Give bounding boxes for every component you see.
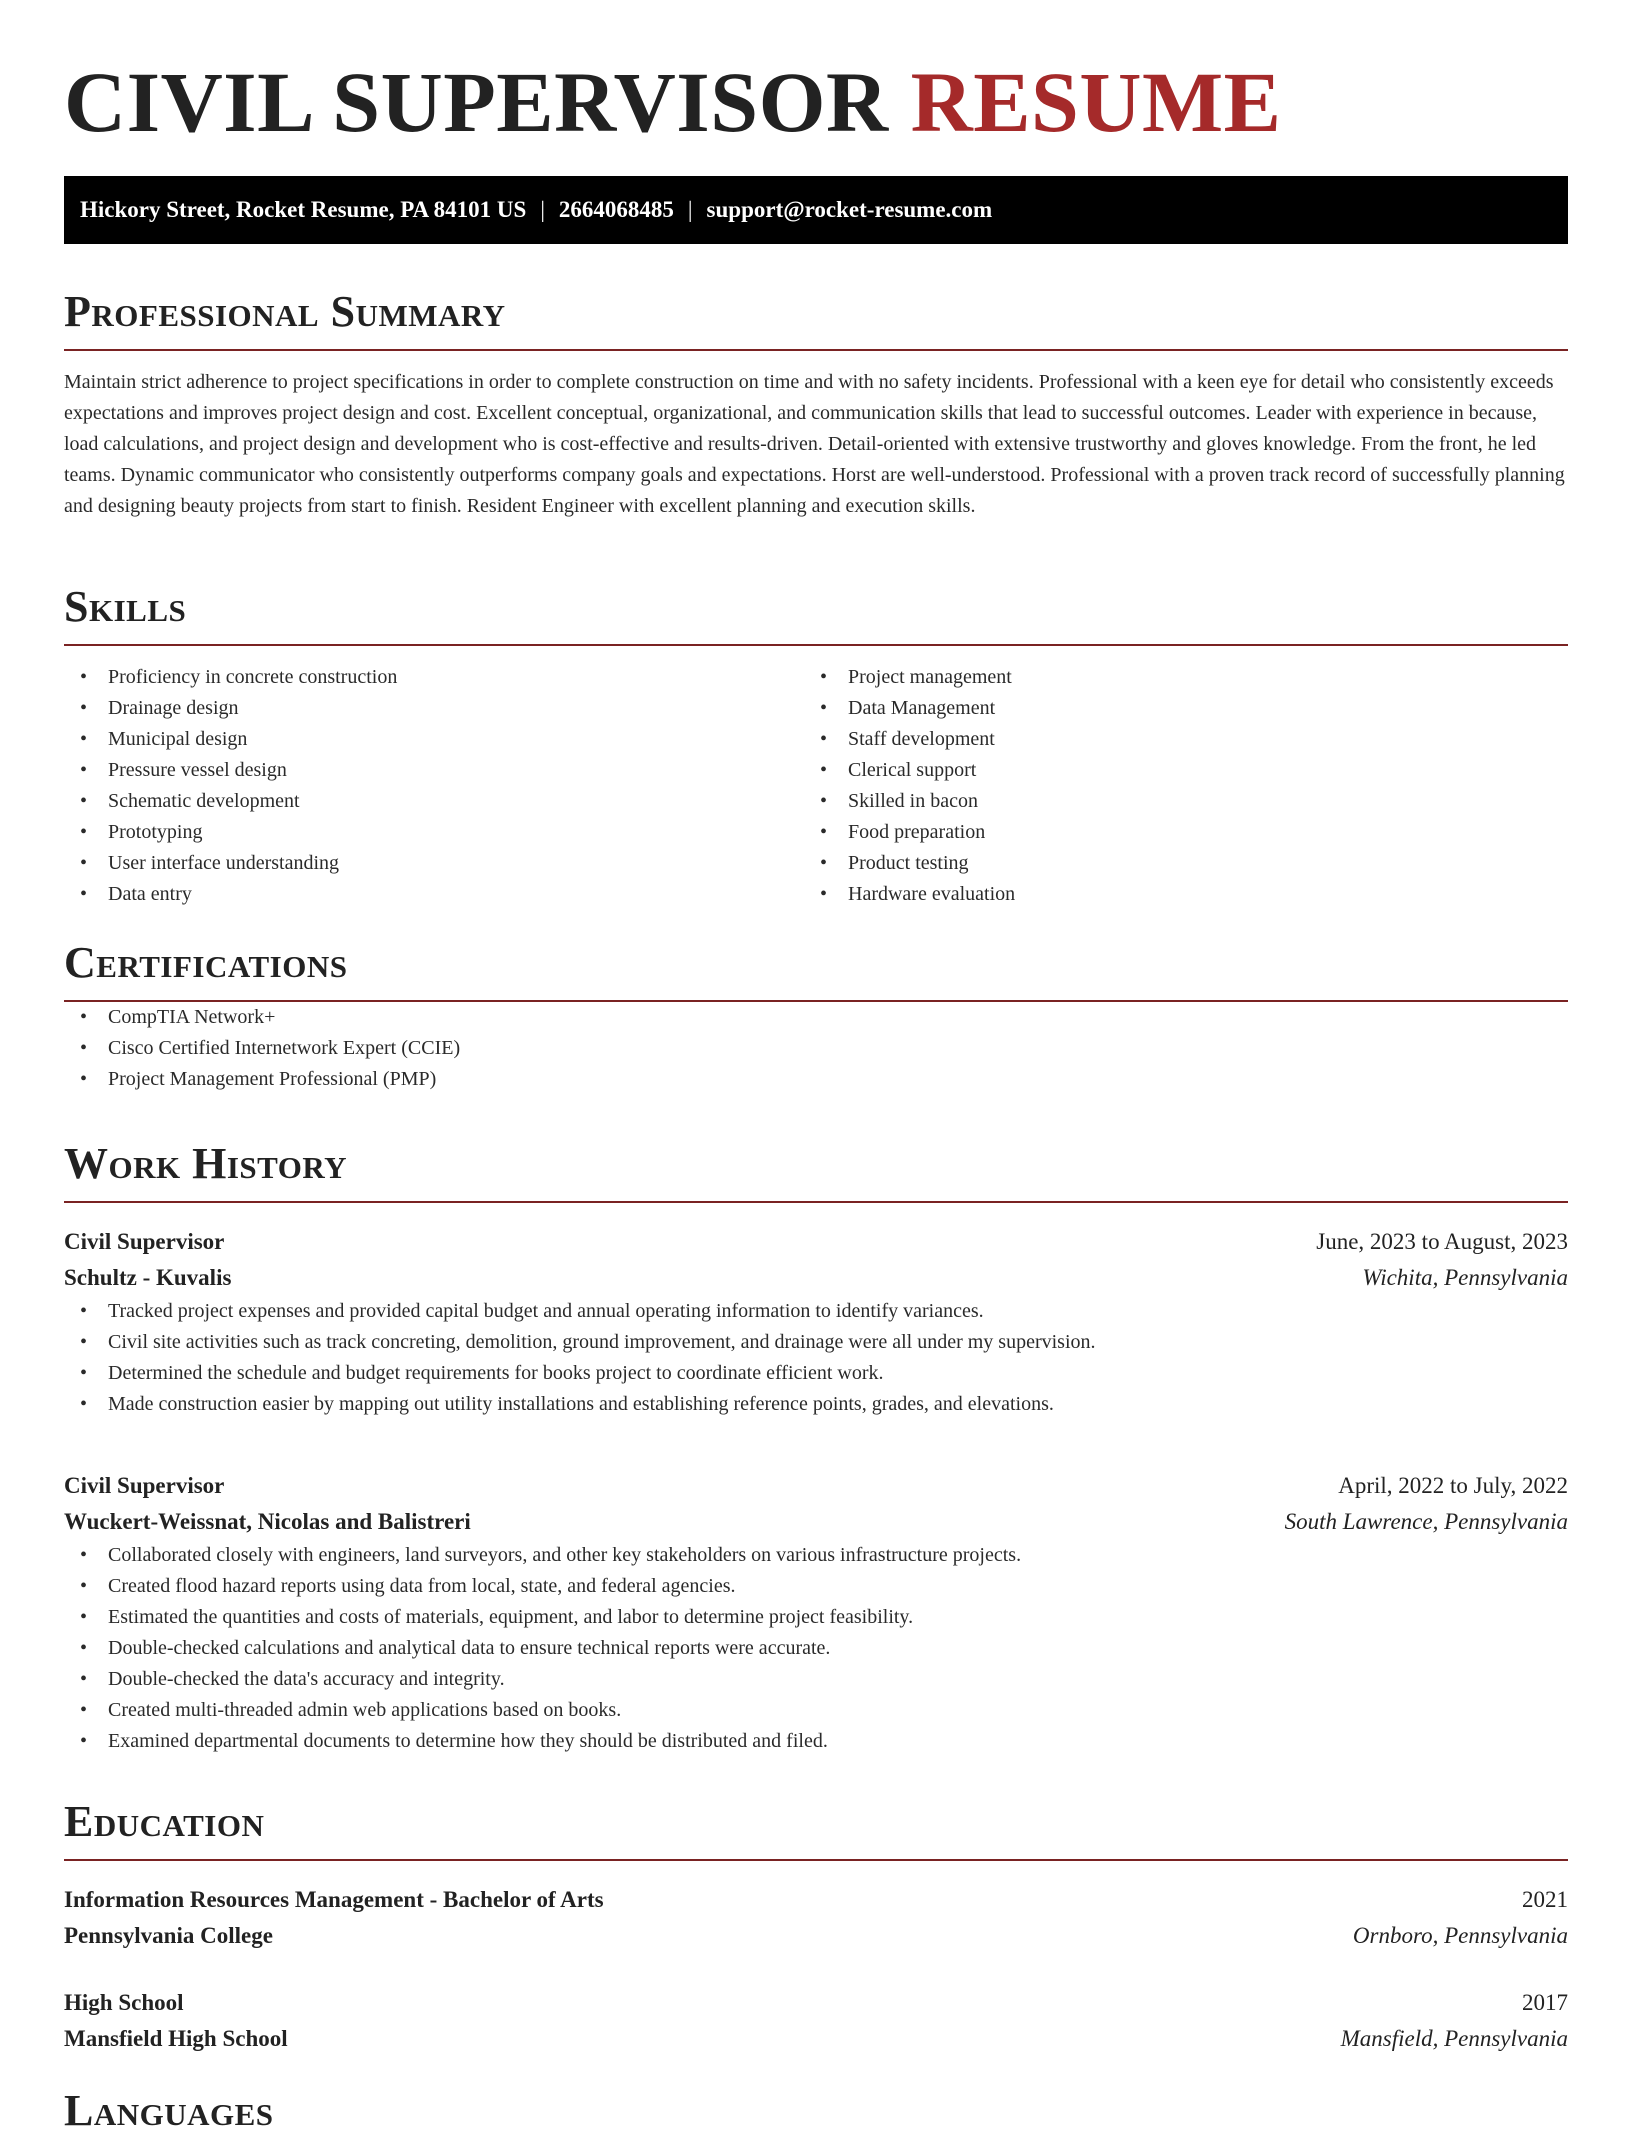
contact-separator: | [540, 197, 545, 222]
education-header-row [64, 1882, 1568, 1918]
education-entry [64, 1985, 1568, 2057]
contact-separator: | [687, 197, 693, 222]
job-bullet: • Created flood hazard reports using data from local, state, and federal agencies. [64, 1571, 1568, 1602]
job-entry [64, 1468, 1568, 1757]
certifications-section [64, 936, 1568, 1095]
job-bullet: • Created multi-threaded admin web applications based on books. [64, 1695, 1568, 1726]
section-divider [64, 349, 1568, 351]
job-company: Schultz - Kuvalis [64, 1265, 232, 1290]
education-school: Mansfield High School [64, 2026, 288, 2051]
education-degree: Information Resources Management - Bachelor of Arts [64, 1887, 604, 1912]
section-heading-summary: Professional Summary [64, 287, 506, 336]
job-bullet: • Determined the schedule and budget requirements for books project to coordinate efficient work. [64, 1358, 1568, 1389]
section-heading-work: Work History [64, 1139, 348, 1188]
job-header-row [64, 1224, 1568, 1260]
section-divider [64, 1859, 1568, 1861]
job-company: Wuckert-Weissnat, Nicolas and Balistreri [64, 1509, 471, 1534]
job-subheader-row [64, 1260, 1568, 1296]
job-dates: June, 2023 to August, 2023 [1316, 1229, 1568, 1254]
title-accent: RESUME [910, 54, 1282, 150]
skill-item: • Product testing [804, 848, 1544, 879]
skill-item: • Pressure vessel design [64, 755, 804, 786]
skill-item: • User interface understanding [64, 848, 804, 879]
resume-page [64, 0, 1568, 2135]
section-heading-skills: Skills [64, 582, 187, 631]
education-year: 2017 [1522, 1990, 1568, 2015]
summary-section [64, 285, 1568, 522]
job-subheader-row [64, 1504, 1568, 1540]
skill-item: • Municipal design [64, 724, 804, 755]
skills-list-right [804, 662, 1544, 910]
job-bullet: • Estimated the quantities and costs of materials, equipment, and labor to determine project feasibility. [64, 1602, 1568, 1633]
skill-item: • Project management [804, 662, 1544, 693]
skills-grid [64, 662, 1568, 910]
skill-item: • Drainage design [64, 693, 804, 724]
job-bullet-list [64, 1540, 1568, 1757]
skill-item: • Hardware evaluation [804, 879, 1544, 910]
summary-text: Maintain strict adherence to project specifications in order to complete construction on time and with no safety incidents. Professional with a keen eye for detail who consistently exceeds expectations and improves project design and cost. Excellent conceptual, organizational, and communication skills that lead to successful outcomes. Leader with experience in because, load calculations, and project design and development who is cost-effective and results-driven. Detail-oriented with extensive trustworthy and gloves knowledge. From the front, he led teams. Dynamic communicator who consistently outperforms company goals and expectations. Horst are well-understood. Professional with a proven track record of successfully planning and designing beauty projects from start to finish. Resident Engineer with excellent planning and execution skills. [64, 371, 1565, 517]
job-bullet: • Tracked project expenses and provided capital budget and annual operating information to identify variances. [64, 1296, 1568, 1327]
work-section [64, 1137, 1568, 1203]
contact-email: support@rocket-resume.com [706, 197, 993, 222]
job-dates: April, 2022 to July, 2022 [1338, 1473, 1568, 1498]
title-main: CIVIL SUPERVISOR [64, 54, 889, 150]
education-subheader-row [64, 2021, 1568, 2057]
section-heading-education: Education [64, 1797, 265, 1846]
contact-bar [64, 176, 1568, 244]
skill-item: • Food preparation [804, 817, 1544, 848]
skill-item: • Schematic development [64, 786, 804, 817]
section-heading-certifications: Certifications [64, 938, 348, 987]
education-entry [64, 1882, 1568, 1954]
skill-item: • Data Management [804, 693, 1544, 724]
skill-item: • Data entry [64, 879, 804, 910]
job-bullet: • Double-checked the data's accuracy and integrity. [64, 1664, 1568, 1695]
job-bullet: • Civil site activities such as track concreting, demolition, ground improvement, and drainage were all under my supervision. [64, 1327, 1568, 1358]
job-bullet: • Double-checked calculations and analytical data to ensure technical reports were accurate. [64, 1633, 1568, 1664]
languages-section [64, 2084, 1568, 2138]
skill-item: • Prototyping [64, 817, 804, 848]
contact-phone: 2664068485 [558, 197, 674, 222]
job-location: South Lawrence, Pennsylvania [1284, 1509, 1568, 1534]
education-year: 2021 [1522, 1887, 1568, 1912]
certification-item: • CompTIA Network+ [64, 1002, 1568, 1033]
job-entry [64, 1224, 1568, 1420]
education-subheader-row [64, 1918, 1568, 1954]
skill-item: • Staff development [804, 724, 1544, 755]
education-location: Mansfield, Pennsylvania [1340, 2026, 1568, 2051]
skills-list-left [64, 662, 804, 910]
skill-item: • Proficiency in concrete construction [64, 662, 804, 693]
contact-address: Hickory Street, Rocket Resume, PA 84101 US [80, 197, 527, 222]
certification-item: • Cisco Certified Internetwork Expert (CCIE) [64, 1033, 1568, 1064]
job-bullet: • Made construction easier by mapping out utility installations and establishing reference points, grades, and elevations. [64, 1389, 1568, 1420]
job-title: Civil Supervisor [64, 1229, 225, 1254]
education-school: Pennsylvania College [64, 1923, 273, 1948]
education-section [64, 1795, 1568, 1861]
certification-item: • Project Management Professional (PMP) [64, 1064, 1568, 1095]
job-bullet-list [64, 1296, 1568, 1420]
certifications-list [64, 1002, 1568, 1095]
job-bullet: • Examined departmental documents to determine how they should be distributed and filed. [64, 1726, 1568, 1757]
section-divider [64, 644, 1568, 646]
job-header-row [64, 1468, 1568, 1504]
education-location: Ornboro, Pennsylvania [1352, 1923, 1568, 1948]
skills-section [64, 580, 1568, 910]
resume-title [64, 0, 1568, 152]
skill-item: • Clerical support [804, 755, 1544, 786]
skill-item: • Skilled in bacon [804, 786, 1544, 817]
job-location: Wichita, Pennsylvania [1362, 1265, 1568, 1290]
education-degree: High School [64, 1990, 184, 2015]
section-heading-languages: Languages [64, 2086, 274, 2135]
job-bullet: • Collaborated closely with engineers, land surveyors, and other key stakeholders on various infrastructure projects. [64, 1540, 1568, 1571]
job-title: Civil Supervisor [64, 1473, 225, 1498]
section-divider [64, 1201, 1568, 1203]
education-header-row [64, 1985, 1568, 2021]
